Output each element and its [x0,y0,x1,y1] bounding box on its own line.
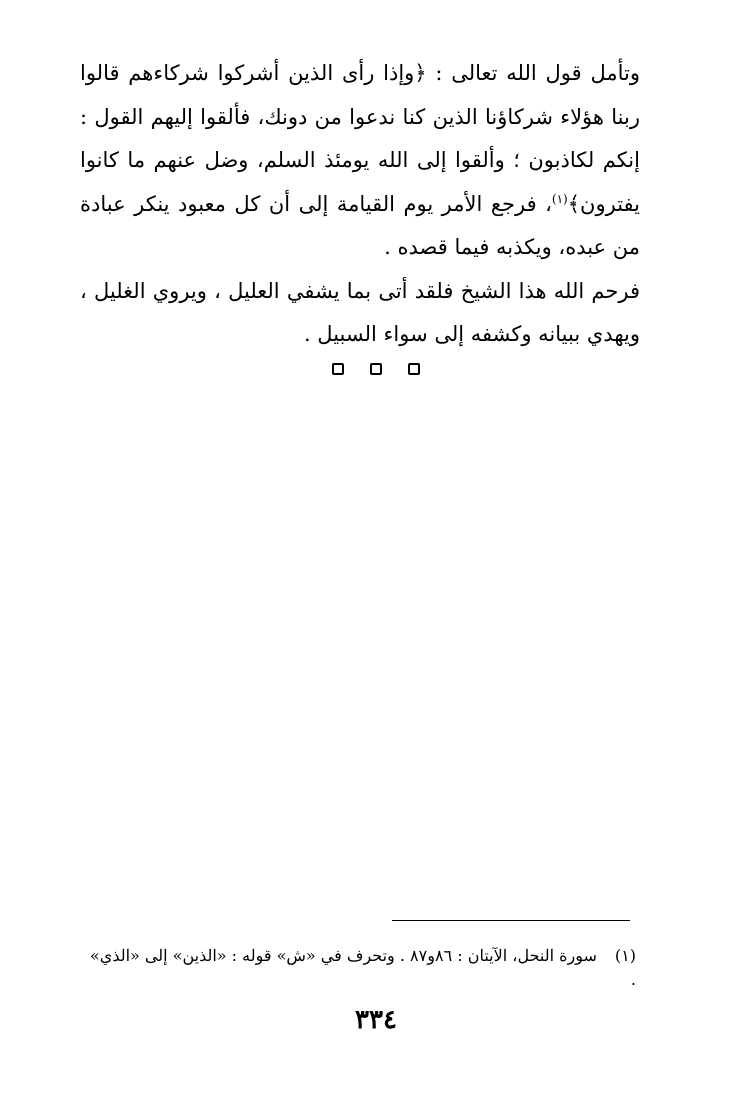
section-separator [0,363,752,383]
page-number: ٣٣٤ [355,1005,397,1035]
separator-square-icon [408,363,420,375]
paragraph-1-tail: ، فرجع الأمر يوم القيامة إلى أن كل معبود ينكر عبادة من عبده، ويكذبه فيما قصده . [80,191,640,259]
main-text [80,52,640,357]
footnote-number: (١) [614,946,636,965]
footnote-divider [392,920,630,921]
footnote-reference: (١) [551,191,568,206]
paragraph-1-text: وتأمل قول الله تعالى : ﴿وإذا رأى الذين أشركوا شركاءهم قالوا ربنا هؤلاء شركاؤنا الذين كنا ندعوا من دونك، فألقوا إليهم القول : إنكم لكاذبون ؛ وألقوا إلى الله يومئذ السلم، وضل عنهم ما كانوا يفترون﴾ [80,61,640,216]
paragraph-2: فرحم الله هذا الشيخ فلقد أتى بما يشفي العليل ، ويروي الغليل ، ويهدي ببيانه وكشفه إلى سواء السبيل . [80,278,640,346]
footnote [90,944,636,992]
separator-square-icon [332,363,344,375]
separator-square-icon [370,363,382,375]
footnote-text: سورة النحل، الآيتان : ٨٦و٨٧ . وتحرف في «ش» قوله : «الذين» إلى «الذي» . [90,946,636,989]
paragraph-1 [80,52,640,270]
